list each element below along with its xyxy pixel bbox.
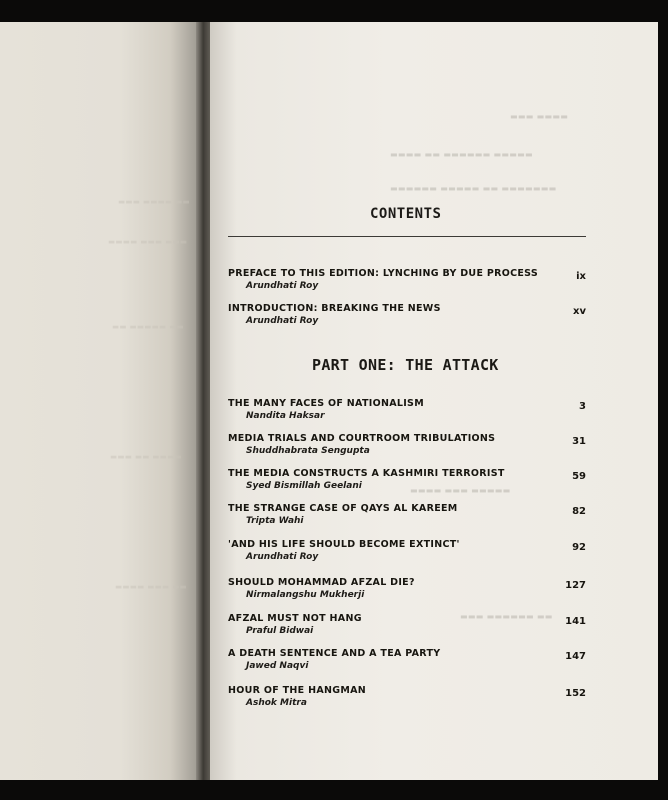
entry-title: MEDIA TRIALS AND COURTROOM TRIBULATIONS <box>228 433 496 444</box>
entry-page-number: 147 <box>565 651 586 662</box>
entry-author: Arundhati Roy <box>246 552 319 562</box>
entry-title: INTRODUCTION: BREAKING THE NEWS <box>228 303 441 314</box>
page-bottom-edge <box>0 780 668 800</box>
toc-entry <box>228 685 588 715</box>
entry-page-number: 82 <box>572 506 586 517</box>
toc-entry-preface <box>228 268 588 298</box>
entry-author: Arundhati Roy <box>246 281 319 291</box>
toc-entry-introduction <box>228 303 588 333</box>
entry-title: AFZAL MUST NOT HANG <box>228 613 362 624</box>
entry-author: Nandita Haksar <box>246 411 325 421</box>
entry-author: Tripta Wahi <box>246 516 304 526</box>
toc-entry <box>228 539 588 569</box>
entry-title: PREFACE TO THIS EDITION: LYNCHING BY DUE PROCESS <box>228 268 539 279</box>
entry-page-number: xv <box>573 306 586 317</box>
entry-author: Shuddhabrata Sengupta <box>246 446 370 456</box>
bleed-through-text: ▬▬▬▬▬▬ ▬▬▬▬▬ ▬▬ ▬▬▬▬▬▬▬ <box>390 184 557 193</box>
entry-page-number: 127 <box>565 580 586 591</box>
bleed-through-text: ▬▬▬▬ ▬▬▬ ▬▬▬ <box>108 237 188 246</box>
entry-author: Jawed Naqvi <box>246 661 309 671</box>
entry-page-number: 3 <box>579 401 586 412</box>
toc-entry <box>228 577 588 607</box>
bleed-through-text: ▬▬ ▬▬▬▬▬ ▬▬ <box>112 322 184 331</box>
entry-author: Ashok Mitra <box>246 698 307 708</box>
entry-author: Nirmalangshu Mukherji <box>246 590 365 600</box>
part-one-heading: PART ONE: THE ATTACK <box>312 356 499 374</box>
bleed-through-text: ▬▬▬ ▬▬▬▬▬▬ ▬▬ <box>460 612 553 621</box>
heading-rule <box>228 236 586 237</box>
bleed-through-text: ▬▬▬ ▬▬▬▬ ▬▬ <box>118 197 190 206</box>
entry-page-number: 59 <box>572 471 586 482</box>
bleed-through-text: ▬▬▬▬ ▬▬ ▬▬▬▬▬▬ ▬▬▬▬▬ <box>390 150 533 159</box>
entry-title: HOUR OF THE HANGMAN <box>228 685 366 696</box>
bleed-through-text: ▬▬▬ ▬▬ ▬▬▬▬ <box>110 452 182 461</box>
entry-title: A DEATH SENTENCE AND A TEA PARTY <box>228 648 441 659</box>
toc-entry <box>228 398 588 428</box>
entry-title: THE STRANGE CASE OF QAYS AL KAREEM <box>228 503 458 514</box>
toc-entry <box>228 468 588 498</box>
entry-title: THE MEDIA CONSTRUCTS A KASHMIRI TERRORIST <box>228 468 505 479</box>
entry-title: 'AND HIS LIFE SHOULD BECOME EXTINCT' <box>228 539 460 550</box>
entry-page-number: 31 <box>572 436 586 447</box>
toc-entry <box>228 613 588 643</box>
entry-page-number: 141 <box>565 616 586 627</box>
entry-author: Praful Bidwai <box>246 626 314 636</box>
entry-page-number: ix <box>576 271 586 282</box>
toc-entry <box>228 503 588 533</box>
contents-heading: CONTENTS <box>370 206 442 222</box>
toc-entry <box>228 648 588 678</box>
entry-page-number: 152 <box>565 688 586 699</box>
bleed-through-text: ▬▬▬▬ ▬▬▬ ▬▬ <box>115 582 187 591</box>
toc-entry <box>228 433 588 463</box>
entry-title: THE MANY FACES OF NATIONALISM <box>228 398 424 409</box>
entry-author: Syed Bismillah Geelani <box>246 481 362 491</box>
bleed-through-text: ▬▬▬ ▬▬▬▬ <box>510 112 569 121</box>
left-page <box>0 22 200 780</box>
entry-title: SHOULD MOHAMMAD AFZAL DIE? <box>228 577 415 588</box>
bleed-through-text: ▬▬▬▬ ▬▬▬ ▬▬▬▬▬ <box>410 486 511 495</box>
entry-page-number: 92 <box>572 542 586 553</box>
entry-author: Arundhati Roy <box>246 316 319 326</box>
